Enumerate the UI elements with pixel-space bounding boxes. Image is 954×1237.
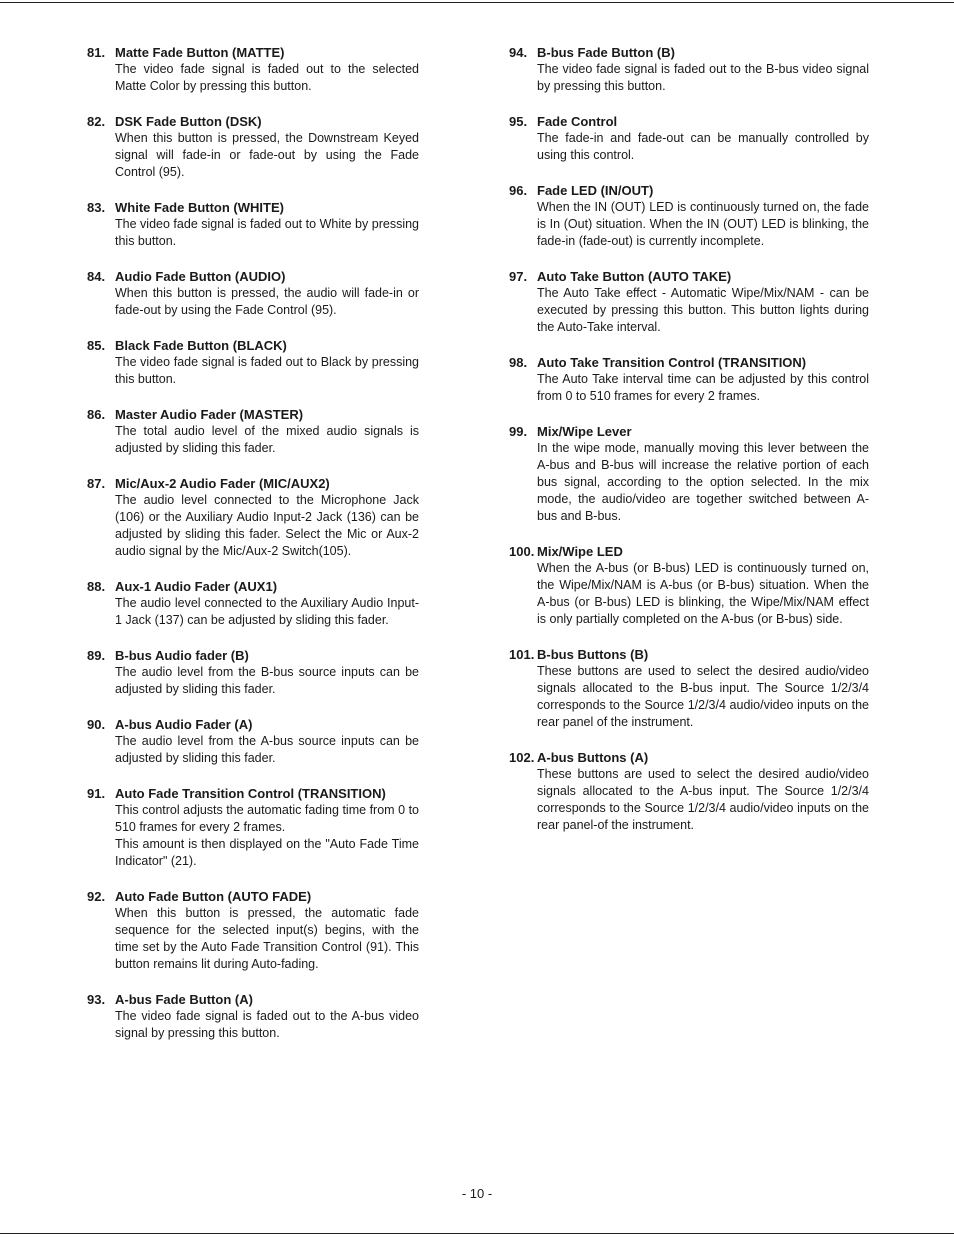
item-number: 101.: [509, 647, 535, 662]
item-title: Matte Fade Button (MATTE): [115, 45, 285, 60]
item-number: 93.: [87, 992, 106, 1007]
item-description: [537, 130, 869, 164]
list-item: [509, 354, 869, 405]
item-heading: [87, 991, 419, 1008]
item-description: [115, 354, 419, 388]
item-paragraph: The audio level from the B-bus source inputs can be adjusted by sliding this fader.: [115, 665, 419, 696]
item-title: A-bus Fade Button (A): [115, 992, 253, 1007]
list-item: [87, 578, 419, 629]
item-description: [115, 664, 419, 698]
item-title: White Fade Button (WHITE): [115, 200, 284, 215]
item-number: 99.: [509, 424, 528, 439]
item-description: [537, 440, 869, 525]
list-item: [87, 406, 419, 457]
item-number: 98.: [509, 355, 528, 370]
item-description: [537, 199, 869, 250]
item-number: 86.: [87, 407, 106, 422]
list-item: [509, 749, 869, 834]
item-number: 95.: [509, 114, 528, 129]
item-title: A-bus Buttons (A): [537, 750, 649, 765]
item-paragraph: In the wipe mode, manually moving this lever between the A-bus and B-bus will increase the relative portion of each bus signal, according to the option selected. In the mix mode, the audio/video are together switched between A-bus and B-bus.: [537, 441, 869, 523]
item-title: A-bus Audio Fader (A): [115, 717, 253, 732]
item-description: [115, 595, 419, 629]
list-item: [87, 647, 419, 698]
item-heading: [87, 647, 419, 664]
item-heading: [509, 268, 869, 285]
item-paragraph: The Auto Take interval time can be adjusted by this control from 0 to 510 frames for every 2 frames.: [537, 372, 869, 403]
item-heading: [509, 113, 869, 130]
item-description: [115, 130, 419, 181]
item-number: 85.: [87, 338, 106, 353]
item-paragraph: The audio level from the A-bus source inputs can be adjusted by sliding this fader.: [115, 734, 419, 765]
item-description: [537, 61, 869, 95]
right-column: [509, 44, 869, 852]
item-number: 100.: [509, 544, 535, 559]
item-paragraph: When this button is pressed, the automatic fade sequence for the selected input(s) begins, with the time set by the Auto Fade Transition Control (91). This button remains lit during Auto-fading.: [115, 906, 419, 971]
item-title: B-bus Audio fader (B): [115, 648, 249, 663]
item-paragraph: The Auto Take effect - Automatic Wipe/Mix/NAM - can be executed by pressing this button. This button lights during the Auto-Take interval.: [537, 286, 869, 334]
item-heading: [87, 475, 419, 492]
item-heading: [87, 199, 419, 216]
item-paragraph: These buttons are used to select the desired audio/video signals allocated to the B-bus input. The Source 1/2/3/4 corresponds to the Source 1/2/3/4 audio/video inputs on the rear panel of the instrument.: [537, 664, 869, 729]
item-title: Master Audio Fader (MASTER): [115, 407, 304, 422]
item-paragraph: The video fade signal is faded out to White by pressing this button.: [115, 217, 419, 248]
item-paragraph: When this button is pressed, the Downstream Keyed signal will fade-in or fade-out by using the Fade Control (95).: [115, 131, 419, 179]
item-heading: [509, 543, 869, 560]
item-paragraph: The video fade signal is faded out to the A-bus video signal by pressing this button.: [115, 1009, 419, 1040]
left-column: [87, 44, 419, 1060]
item-title: B-bus Buttons (B): [537, 647, 649, 662]
item-title: Mix/Wipe Lever: [537, 424, 632, 439]
item-heading: [87, 44, 419, 61]
top-rule: [0, 2, 954, 3]
item-number: 84.: [87, 269, 106, 284]
item-heading: [509, 182, 869, 199]
item-title: Auto Fade Button (AUTO FADE): [115, 889, 312, 904]
item-number: 82.: [87, 114, 106, 129]
item-paragraph: The video fade signal is faded out to Black by pressing this button.: [115, 355, 419, 386]
item-number: 89.: [87, 648, 106, 663]
item-description: [537, 663, 869, 731]
item-heading: [87, 268, 419, 285]
item-number: 96.: [509, 183, 528, 198]
list-item: [509, 44, 869, 95]
item-heading: [87, 113, 419, 130]
bottom-rule: [0, 1233, 954, 1234]
item-paragraph: The audio level connected to the Microphone Jack (106) or the Auxiliary Audio Input-2 Jack (136) can be adjusted by sliding this fader. Select the Mic or Aux-2 audio signal by the Mic/Aux-2 Switch(105).: [115, 493, 419, 558]
item-title: Mic/Aux-2 Audio Fader (MIC/AUX2): [115, 476, 330, 491]
item-description: [537, 766, 869, 834]
item-heading: [87, 888, 419, 905]
list-item: [87, 888, 419, 973]
item-description: [115, 733, 419, 767]
page-number: - 10 -: [461, 1186, 493, 1201]
item-number: 90.: [87, 717, 106, 732]
item-number: 97.: [509, 269, 528, 284]
item-title: B-bus Fade Button (B): [537, 45, 675, 60]
item-paragraph: When the A-bus (or B-bus) LED is continuously turned on, the Wipe/Mix/NAM is A-bus (or B-bus) situation. When the A-bus (or B-bus) LED is blinking, the Wipe/Mix/NAM effect is only partially completed on the A-bus (or B-bus) side.: [537, 561, 869, 626]
item-description: [115, 802, 419, 870]
list-item: [87, 113, 419, 181]
item-description: [537, 560, 869, 628]
item-title: Auto Take Button (AUTO TAKE): [537, 269, 732, 284]
item-paragraph: These buttons are used to select the desired audio/video signals allocated to the A-bus input. The Source 1/2/3/4 corresponds to the Source 1/2/3/4 audio/video inputs on the rear panel-of the instrument.: [537, 767, 869, 832]
item-number: 87.: [87, 476, 106, 491]
item-heading: [509, 646, 869, 663]
item-paragraph: This control adjusts the automatic fading time from 0 to 510 frames for every 2 frames.: [115, 803, 419, 834]
item-number: 83.: [87, 200, 106, 215]
item-paragraph: When the IN (OUT) LED is continuously turned on, the fade is In (Out) situation. When the IN (OUT) LED is blinking, the fade-in (fade-out) is currently incomplete.: [537, 200, 869, 248]
list-item: [87, 785, 419, 870]
list-item: [509, 113, 869, 164]
item-paragraph: The video fade signal is faded out to the selected Matte Color by pressing this button.: [115, 62, 419, 93]
item-paragraph: The total audio level of the mixed audio signals is adjusted by sliding this fader.: [115, 424, 419, 455]
item-number: 88.: [87, 579, 106, 594]
item-title: Auto Take Transition Control (TRANSITION): [537, 355, 807, 370]
item-title: Fade Control: [537, 114, 618, 129]
list-item: [87, 475, 419, 560]
item-paragraph: The fade-in and fade-out can be manually controlled by using this control.: [537, 131, 869, 162]
item-number: 91.: [87, 786, 106, 801]
list-item: [87, 991, 419, 1042]
item-heading: [87, 785, 419, 802]
item-heading: [509, 749, 869, 766]
list-item: [509, 182, 869, 250]
item-title: DSK Fade Button (DSK): [115, 114, 262, 129]
item-description: [115, 216, 419, 250]
item-number: 81.: [87, 45, 106, 60]
item-paragraph: The video fade signal is faded out to the B-bus video signal by pressing this button.: [537, 62, 869, 93]
item-description: [115, 905, 419, 973]
item-heading: [87, 578, 419, 595]
item-number: 102.: [509, 750, 535, 765]
list-item: [509, 646, 869, 731]
item-description: [115, 61, 419, 95]
item-heading: [87, 716, 419, 733]
item-title: Fade LED (IN/OUT): [537, 183, 654, 198]
item-title: Black Fade Button (BLACK): [115, 338, 287, 353]
item-heading: [509, 354, 869, 371]
list-item: [87, 199, 419, 250]
item-description: [537, 285, 869, 336]
list-item: [509, 423, 869, 525]
item-paragraph: This amount is then displayed on the "Auto Fade Time Indicator" (21).: [115, 837, 419, 868]
item-description: [115, 285, 419, 319]
list-item: [509, 543, 869, 628]
list-item: [509, 268, 869, 336]
item-paragraph: When this button is pressed, the audio will fade-in or fade-out by using the Fade Control (95).: [115, 286, 419, 317]
item-heading: [87, 406, 419, 423]
item-description: [115, 1008, 419, 1042]
item-paragraph: The audio level connected to the Auxiliary Audio Input-1 Jack (137) can be adjusted by sliding this fader.: [115, 596, 419, 627]
item-heading: [509, 44, 869, 61]
list-item: [87, 337, 419, 388]
item-number: 92.: [87, 889, 106, 904]
item-heading: [87, 337, 419, 354]
item-number: 94.: [509, 45, 528, 60]
item-description: [115, 492, 419, 560]
list-item: [87, 44, 419, 95]
list-item: [87, 716, 419, 767]
list-item: [87, 268, 419, 319]
item-title: Mix/Wipe LED: [537, 544, 623, 559]
item-title: Auto Fade Transition Control (TRANSITION): [115, 786, 386, 801]
item-title: Audio Fade Button (AUDIO): [115, 269, 286, 284]
item-description: [115, 423, 419, 457]
item-heading: [509, 423, 869, 440]
item-title: Aux-1 Audio Fader (AUX1): [115, 579, 278, 594]
item-description: [537, 371, 869, 405]
